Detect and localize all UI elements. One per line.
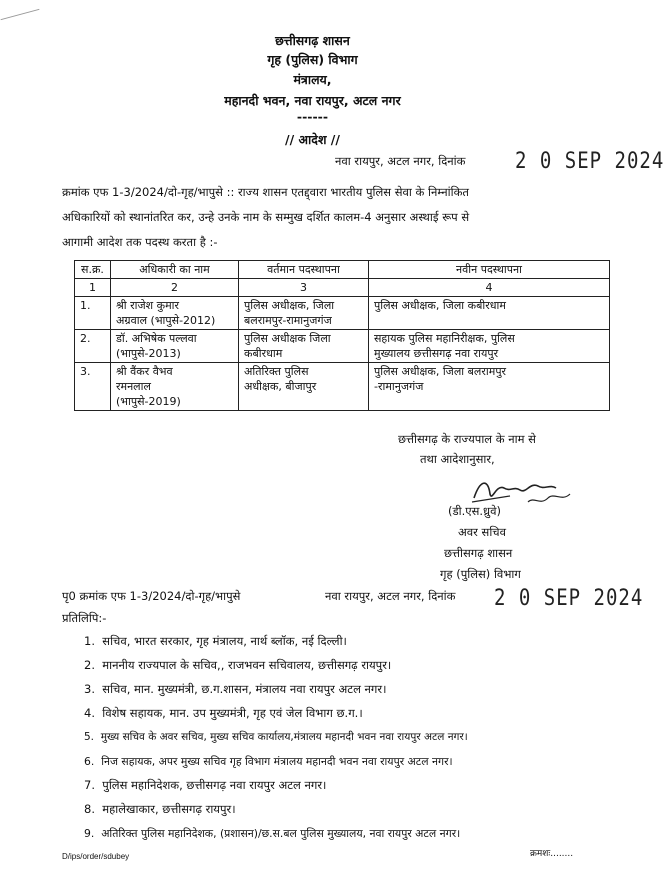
date-stamp: 2 0 SEP 2024 — [515, 148, 664, 174]
list-item — [84, 754, 453, 769]
department-title: गृह (पुलिस) विभाग — [267, 52, 358, 67]
table-row — [75, 297, 610, 330]
address-line: महानदी भवन, नवा रायपुर, अटल नगर — [224, 93, 401, 108]
table-header: अधिकारी का नाम — [111, 261, 239, 279]
list-text: सचिव, मान. मुख्यमंत्री, छ.ग.शासन, मंत्रालय नवा रायपुर अटल नगर। — [102, 682, 387, 696]
list-number: 1. — [84, 634, 95, 648]
officer-name: श्री राजेश कुमार — [116, 299, 179, 312]
list-number: 5. — [84, 731, 95, 743]
new-posting: मुख्यालय छत्तीसगढ़ नवा रायपुर — [374, 347, 499, 360]
endorsement-date-stamp: 2 0 SEP 2024 — [494, 585, 644, 611]
officer-name: रमनलाल — [116, 380, 151, 393]
signatory-name: (डी.एस.ध्रुवे) — [448, 504, 502, 518]
serial-cell: 1. — [75, 297, 111, 330]
officer-name: श्री वैंकर वैभव — [116, 365, 173, 378]
table-number-row — [75, 279, 610, 297]
list-item — [84, 802, 236, 817]
list-number: 4. — [84, 706, 95, 720]
list-number: 2. — [84, 658, 95, 672]
order-title: // आदेश // — [285, 132, 340, 147]
serial-cell: 3. — [75, 363, 111, 411]
list-text: माननीय राज्यपाल के सचिव,, राजभवन सचिवालय, छत्तीसगढ़ रायपुर। — [102, 658, 392, 672]
table-header: नवीन पदस्थापना — [369, 261, 610, 279]
table-header: स.क्र. — [75, 261, 111, 279]
list-item — [84, 706, 363, 721]
column-number: 4 — [369, 279, 610, 297]
officer-name: अग्रवाल (भापुसे-2012) — [116, 314, 216, 327]
current-posting: पुलिस अधीक्षक जिला — [244, 332, 331, 345]
list-item — [84, 778, 326, 793]
list-item — [84, 634, 347, 649]
new-posting-cell — [369, 363, 610, 411]
dateline-place: नवा रायपुर, अटल नगर, दिनांक — [335, 154, 466, 168]
current-posting: बलरामपुर-रामानुजगंज — [244, 314, 332, 327]
list-number: 9. — [84, 827, 95, 840]
corner-mark — [1, 9, 40, 20]
list-text: सचिव, भारत सरकार, गृह मंत्रालय, नार्थ ब्लॉक, नई दिल्ली। — [102, 634, 347, 648]
list-text: विशेष सहायक, मान. उप मुख्यमंत्री, गृह एवं जेल विभाग छ.ग.। — [102, 706, 363, 720]
table-header: वर्तमान पदस्थापना — [239, 261, 369, 279]
government-title: छत्तीसगढ़ शासन — [275, 33, 350, 48]
file-path: D/ips/order/sdubey — [62, 852, 130, 861]
signatory-government: छत्तीसगढ़ शासन — [444, 546, 513, 560]
list-item — [84, 730, 468, 744]
continued-mark: क्रमशः........ — [530, 849, 574, 859]
list-number: 3. — [84, 682, 95, 696]
list-number: 8. — [84, 802, 95, 816]
governor-line-1: छत्तीसगढ़ के राज्यपाल के नाम से — [398, 432, 536, 446]
endorsement-ref: पृ0 क्रमांक एफ 1-3/2024/दो-गृह/भापुसे — [62, 589, 241, 603]
table-row — [75, 330, 610, 363]
column-number: 3 — [239, 279, 369, 297]
endorsement-place: नवा रायपुर, अटल नगर, दिनांक — [325, 589, 456, 603]
intro-line-1: क्रमांक एफ 1-3/2024/दो-गृह/भापुसे :: राज्य शासन एतद्द्वारा भारतीय पुलिस सेवा के निम्नांकित — [62, 185, 469, 199]
current-posting: कबीरधाम — [244, 347, 283, 360]
signatory-department: गृह (पुलिस) विभाग — [440, 567, 521, 581]
table-header-row — [75, 261, 610, 279]
column-number: 1 — [75, 279, 111, 297]
current-posting: अतिरिक्त पुलिस — [244, 365, 309, 378]
table-row — [75, 363, 610, 411]
current-posting-cell — [239, 330, 369, 363]
new-posting-cell — [369, 330, 610, 363]
list-item — [84, 826, 460, 841]
list-item — [84, 682, 386, 697]
officer-name: डॉ. अभिषेक पल्लवा — [116, 332, 197, 345]
new-posting: -रामानुजगंज — [374, 380, 424, 393]
officer-name: (भापुसे-2013) — [116, 347, 181, 360]
header-rule: ------ — [296, 109, 329, 124]
list-text: मुख्य सचिव के अवर सचिव, मुख्य सचिव कार्यालय,मंत्रालय महानदी भवन नवा रायपुर अटल नगर। — [100, 731, 468, 743]
signatory-designation: अवर सचिव — [458, 525, 506, 539]
intro-line-2: अधिकारियों को स्थानांतरित कर, उन्हे उनके नाम के सम्मुख दर्शित कालम-4 अनुसार अस्थाई रूप से — [62, 210, 470, 224]
governor-line-2: तथा आदेशानुसार, — [420, 452, 495, 466]
list-text: अतिरिक्त पुलिस महानिदेशक, (प्रशासन)/छ.स.बल पुलिस मुख्यालय, नवा रायपुर अटल नगर। — [101, 827, 461, 840]
officer-name-cell — [111, 363, 239, 411]
current-posting-cell — [239, 297, 369, 330]
current-posting: पुलिस अधीक्षक, जिला — [244, 299, 335, 312]
new-posting: पुलिस अधीक्षक, जिला बलरामपुर — [374, 365, 507, 378]
list-number: 7. — [84, 778, 95, 792]
officer-name-cell — [111, 330, 239, 363]
new-posting-cell — [369, 297, 610, 330]
serial-cell: 2. — [75, 330, 111, 363]
new-posting: सहायक पुलिस महानिरीक्षक, पुलिस — [374, 332, 515, 345]
current-posting: अधीक्षक, बीजापुर — [244, 380, 317, 393]
officer-name-cell — [111, 297, 239, 330]
column-number: 2 — [111, 279, 239, 297]
ministry-title: मंत्रालय, — [293, 72, 332, 87]
new-posting: पुलिस अधीक्षक, जिला कबीरधाम — [374, 299, 506, 312]
officer-name: (भापुसे-2019) — [116, 395, 181, 408]
list-item — [84, 658, 391, 673]
list-text: निज सहायक, अपर मुख्य सचिव गृह विभाग मंत्रालय महानदी भवन नवा रायपुर अटल नगर। — [101, 755, 453, 768]
list-text: महालेखाकार, छत्तीसगढ़ रायपुर। — [102, 802, 236, 816]
list-text: पुलिस महानिदेशक, छत्तीसगढ़ नवा रायपुर अटल नगर। — [102, 778, 327, 792]
intro-line-3: आगामी आदेश तक पदस्थ करता है :- — [62, 235, 218, 249]
posting-table — [74, 260, 610, 411]
list-number: 6. — [84, 755, 95, 768]
copy-label: प्रतिलिपि:- — [62, 611, 107, 625]
current-posting-cell — [239, 363, 369, 411]
